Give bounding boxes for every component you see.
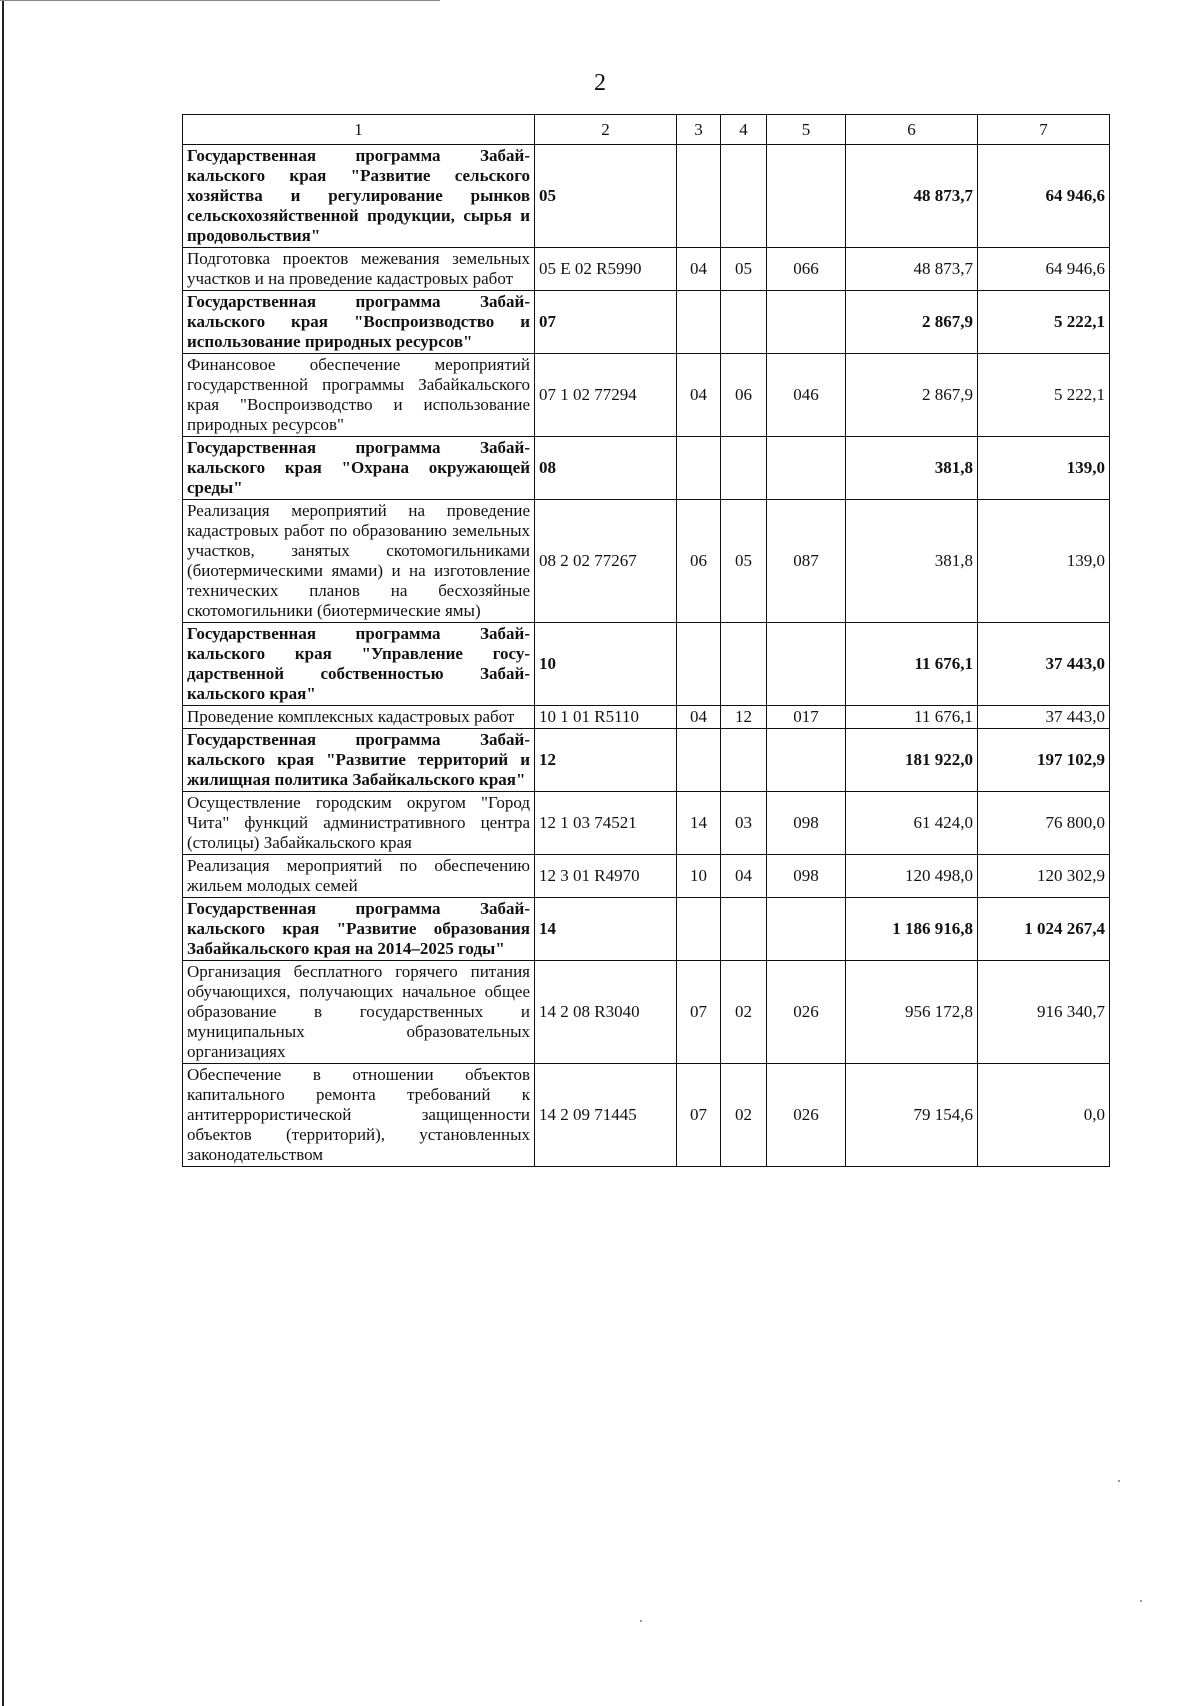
table-row xyxy=(183,623,1110,706)
row-name: Государственная программа Забайкальского края "Развитие образования Забайкальского края на 2014–2025 годы" xyxy=(183,898,535,961)
row-col-4: 02 xyxy=(721,961,767,1064)
row-col-3: 04 xyxy=(677,706,721,729)
column-header-7: 7 xyxy=(978,115,1110,145)
row-amount-6: 79 154,6 xyxy=(846,1064,978,1167)
row-target-code: 14 2 08 R3040 xyxy=(535,961,677,1064)
column-header-2: 2 xyxy=(535,115,677,145)
row-amount-7: 916 340,7 xyxy=(978,961,1110,1064)
scan-edge-top xyxy=(0,0,440,1)
row-target-code: 08 2 02 77267 xyxy=(535,500,677,623)
row-amount-6: 48 873,7 xyxy=(846,248,978,291)
column-header-1: 1 xyxy=(183,115,535,145)
row-col-5 xyxy=(767,145,846,248)
row-col-3 xyxy=(677,623,721,706)
row-target-code: 10 1 01 R5110 xyxy=(535,706,677,729)
row-col-3: 04 xyxy=(677,354,721,437)
table-row xyxy=(183,248,1110,291)
row-amount-7: 64 946,6 xyxy=(978,248,1110,291)
row-col-4: 05 xyxy=(721,500,767,623)
column-header-3: 3 xyxy=(677,115,721,145)
row-col-5 xyxy=(767,437,846,500)
table-row xyxy=(183,437,1110,500)
row-col-3: 06 xyxy=(677,500,721,623)
row-col-4 xyxy=(721,145,767,248)
row-col-4: 05 xyxy=(721,248,767,291)
row-col-5: 087 xyxy=(767,500,846,623)
row-col-4 xyxy=(721,437,767,500)
row-col-5: 017 xyxy=(767,706,846,729)
row-col-3: 10 xyxy=(677,855,721,898)
row-col-4: 04 xyxy=(721,855,767,898)
row-name: Государственная программа Забайкальского края "Охрана окружающей среды" xyxy=(183,437,535,500)
scan-speck xyxy=(640,1620,642,1622)
row-amount-6: 11 676,1 xyxy=(846,623,978,706)
table-row xyxy=(183,898,1110,961)
budget-table xyxy=(182,114,1110,1167)
row-amount-6: 956 172,8 xyxy=(846,961,978,1064)
row-name: Организация бесплатного горячего питания обучающихся, получающих начальное общее образование в государственных и муниципальных образовательных организациях xyxy=(183,961,535,1064)
row-col-3: 04 xyxy=(677,248,721,291)
row-name: Финансовое обеспечение мероприятий государственной программы Забайкальского края "Воспроизводство и использование природных ресурсов" xyxy=(183,354,535,437)
row-col-4 xyxy=(721,623,767,706)
table-row xyxy=(183,354,1110,437)
row-amount-7: 120 302,9 xyxy=(978,855,1110,898)
row-name: Реализация мероприятий по обеспечению жильем молодых семей xyxy=(183,855,535,898)
row-col-5: 046 xyxy=(767,354,846,437)
table-row xyxy=(183,855,1110,898)
row-target-code: 07 xyxy=(535,291,677,354)
row-col-3 xyxy=(677,898,721,961)
row-target-code: 10 xyxy=(535,623,677,706)
header-row xyxy=(183,115,1110,145)
table-row xyxy=(183,729,1110,792)
row-target-code: 05 xyxy=(535,145,677,248)
row-name: Реализация мероприятий на проведение кадастровых работ по образованию земельных участков, занятых скотомогильниками (биотермическими ямами) и на изготовление технических планов на бесхозяйные скотомогильники (биотермические ямы) xyxy=(183,500,535,623)
row-col-5: 098 xyxy=(767,855,846,898)
row-col-5 xyxy=(767,291,846,354)
row-name: Государственная программа Забайкальского края "Развитие территорий и жилищная политика Забайкальского края" xyxy=(183,729,535,792)
row-amount-7: 64 946,6 xyxy=(978,145,1110,248)
row-col-3: 14 xyxy=(677,792,721,855)
row-col-3 xyxy=(677,437,721,500)
scan-speck xyxy=(1140,1600,1142,1602)
row-col-4 xyxy=(721,291,767,354)
row-amount-6: 11 676,1 xyxy=(846,706,978,729)
row-target-code: 08 xyxy=(535,437,677,500)
row-name: Проведение комплексных кадастровых работ xyxy=(183,706,535,729)
row-name: Осуществление городским округом "Город Чита" функций административного центра (столицы) Забайкальского края xyxy=(183,792,535,855)
row-target-code: 12 xyxy=(535,729,677,792)
column-header-4: 4 xyxy=(721,115,767,145)
row-target-code: 12 1 03 74521 xyxy=(535,792,677,855)
row-amount-6: 381,8 xyxy=(846,500,978,623)
row-amount-6: 48 873,7 xyxy=(846,145,978,248)
row-name: Государственная программа Забайкальского края "Управление государственной собственностью Забайкальского края" xyxy=(183,623,535,706)
table-row xyxy=(183,500,1110,623)
row-col-3 xyxy=(677,145,721,248)
row-amount-7: 0,0 xyxy=(978,1064,1110,1167)
table-row xyxy=(183,961,1110,1064)
row-target-code: 07 1 02 77294 xyxy=(535,354,677,437)
row-target-code: 14 2 09 71445 xyxy=(535,1064,677,1167)
row-target-code: 05 Е 02 R5990 xyxy=(535,248,677,291)
row-name: Государственная программа Забайкальского края "Развитие сельского хозяйства и регулирование рынков сельскохозяйственной продукции, сырья и продовольствия" xyxy=(183,145,535,248)
row-amount-7: 37 443,0 xyxy=(978,706,1110,729)
row-amount-6: 181 922,0 xyxy=(846,729,978,792)
table-row xyxy=(183,291,1110,354)
scan-edge-left xyxy=(2,0,4,1706)
row-name: Государственная программа Забайкальского края "Воспроизводство и использование природных ресурсов" xyxy=(183,291,535,354)
row-target-code: 14 xyxy=(535,898,677,961)
row-amount-6: 61 424,0 xyxy=(846,792,978,855)
row-col-4: 02 xyxy=(721,1064,767,1167)
row-amount-7: 5 222,1 xyxy=(978,354,1110,437)
row-amount-7: 37 443,0 xyxy=(978,623,1110,706)
row-col-3: 07 xyxy=(677,1064,721,1167)
row-col-3 xyxy=(677,729,721,792)
row-amount-6: 120 498,0 xyxy=(846,855,978,898)
row-col-4: 03 xyxy=(721,792,767,855)
column-header-5: 5 xyxy=(767,115,846,145)
row-amount-7: 197 102,9 xyxy=(978,729,1110,792)
row-amount-7: 139,0 xyxy=(978,500,1110,623)
row-amount-7: 5 222,1 xyxy=(978,291,1110,354)
row-col-5 xyxy=(767,729,846,792)
row-amount-7: 139,0 xyxy=(978,437,1110,500)
row-col-4: 12 xyxy=(721,706,767,729)
row-amount-7: 76 800,0 xyxy=(978,792,1110,855)
row-col-5 xyxy=(767,898,846,961)
row-amount-7: 1 024 267,4 xyxy=(978,898,1110,961)
table-row xyxy=(183,145,1110,248)
row-col-4 xyxy=(721,898,767,961)
row-name: Обеспечение в отношении объектов капитального ремонта требований к антитеррористической защищенности объектов (территорий), установленных законодательством xyxy=(183,1064,535,1167)
row-target-code: 12 3 01 R4970 xyxy=(535,855,677,898)
row-col-4 xyxy=(721,729,767,792)
table-row xyxy=(183,706,1110,729)
column-header-6: 6 xyxy=(846,115,978,145)
row-name: Подготовка проектов межевания земельных участков и на проведение кадастровых работ xyxy=(183,248,535,291)
table-row xyxy=(183,1064,1110,1167)
row-col-5: 026 xyxy=(767,1064,846,1167)
row-amount-6: 381,8 xyxy=(846,437,978,500)
table-row xyxy=(183,792,1110,855)
page-number: 2 xyxy=(594,70,606,96)
row-col-5: 066 xyxy=(767,248,846,291)
row-col-5: 026 xyxy=(767,961,846,1064)
row-amount-6: 2 867,9 xyxy=(846,291,978,354)
row-col-3: 07 xyxy=(677,961,721,1064)
row-col-5: 098 xyxy=(767,792,846,855)
row-col-5 xyxy=(767,623,846,706)
row-col-3 xyxy=(677,291,721,354)
row-col-4: 06 xyxy=(721,354,767,437)
scan-speck xyxy=(1118,1480,1120,1482)
row-amount-6: 1 186 916,8 xyxy=(846,898,978,961)
row-amount-6: 2 867,9 xyxy=(846,354,978,437)
